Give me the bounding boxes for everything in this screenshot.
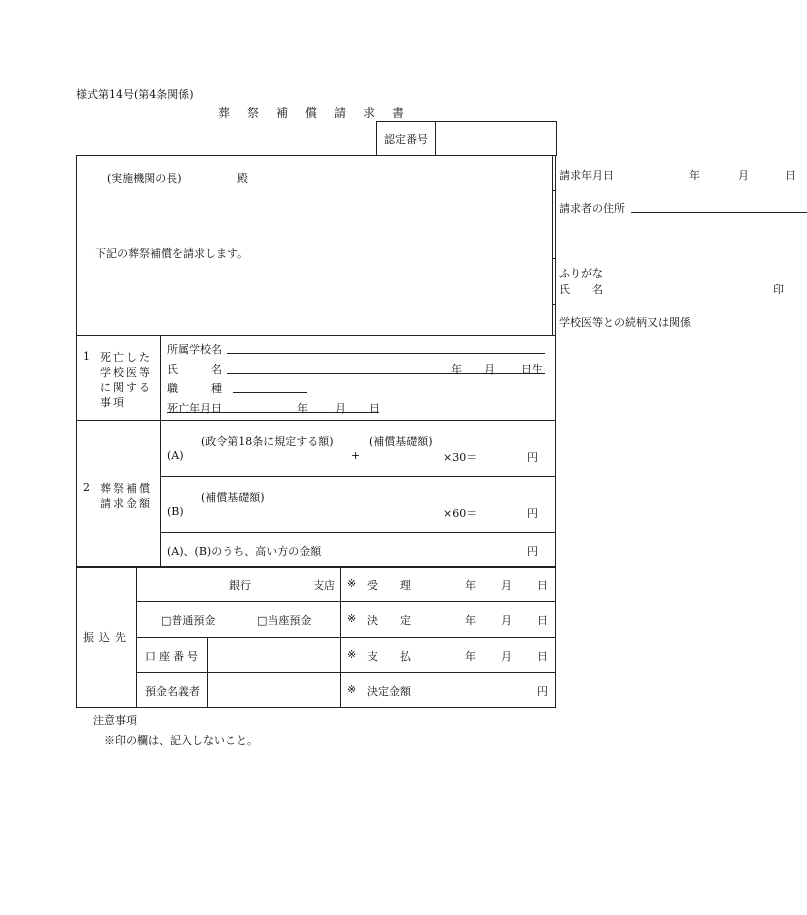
honorific: 殿	[237, 172, 248, 185]
section1-number: 1	[83, 350, 90, 363]
death-year-label: 年	[297, 402, 308, 415]
request-date-cell[interactable]	[553, 156, 796, 191]
payment-cell	[341, 637, 556, 672]
b-label: (B)	[167, 505, 184, 518]
account-holder-field[interactable]	[208, 672, 341, 707]
section2-title: 葬祭補償 請求金額	[100, 482, 152, 510]
bank-label-cell	[77, 567, 137, 708]
decision-year: 年	[465, 614, 476, 628]
deceased-name-line	[227, 361, 545, 374]
plus-sign: +	[351, 449, 361, 462]
school-line	[227, 341, 545, 354]
receipt-cell	[341, 567, 556, 602]
receipt-mark: ※	[347, 577, 357, 590]
notes-body: ※印の欄は、記入しないこと。	[104, 734, 258, 747]
receipt-day: 日	[537, 579, 548, 592]
month-label: 月	[738, 169, 749, 182]
a-note-base: (補償基礎額)	[369, 435, 433, 448]
death-date-line	[167, 400, 379, 413]
branch-suffix: 支店	[313, 579, 335, 592]
a-note-ordinance: (政令第18条に規定する額)	[201, 435, 334, 448]
decision-mark: ※	[347, 612, 357, 626]
relation-label: 学校医等との続柄又は関係	[559, 316, 691, 329]
name-label: 氏 名	[559, 283, 603, 296]
bank-transfer-table	[76, 566, 556, 708]
main-form-table	[76, 155, 796, 568]
amount-a-cell[interactable]	[161, 421, 556, 477]
title-char: 請	[334, 106, 347, 120]
decision-cell	[341, 602, 556, 637]
school-label: 所属学校名	[167, 343, 222, 356]
title-char: 葬	[218, 106, 231, 120]
a-label: (A)	[167, 449, 184, 462]
b-yen: 円	[527, 507, 538, 520]
request-date-label: 請求年月日	[559, 169, 614, 182]
bank-transfer-label: 振込先	[83, 631, 131, 644]
form-number: 様式第14号(第4条関係)	[76, 88, 194, 101]
account-number-field[interactable]	[208, 637, 341, 672]
death-day-label: 日	[369, 402, 380, 415]
b-multiplier: ×60＝	[443, 507, 478, 520]
addressee-label: (実施機関の長)	[107, 172, 182, 185]
occupation-line	[233, 380, 307, 393]
account-holder-label-cell	[137, 672, 208, 707]
death-month-label: 月	[335, 402, 346, 415]
title-char: 求	[363, 106, 376, 120]
receipt-label: 受 理	[367, 579, 411, 592]
occupation-label: 職 種	[167, 382, 222, 395]
address-line	[631, 200, 807, 213]
account-number-label: 口座番号	[145, 649, 201, 663]
form-title	[218, 104, 421, 121]
payment-day: 日	[537, 649, 548, 663]
seal-mark: 印	[773, 283, 784, 296]
title-char: 償	[305, 106, 318, 120]
decided-amount-label: 決定金額	[367, 684, 411, 698]
deposit-type-cell	[137, 602, 341, 637]
payment-label: 支 払	[367, 649, 411, 663]
certification-number-field[interactable]	[436, 122, 557, 156]
bank-suffix: 銀行	[229, 579, 251, 592]
amount-mark: ※	[347, 682, 357, 696]
section1-title-cell	[77, 336, 161, 421]
birth-year-label: 年	[451, 363, 462, 376]
deposit-ordinary-checkbox[interactable]: □普通預金	[161, 614, 216, 628]
deposit-current-checkbox[interactable]: □当座預金	[257, 614, 312, 628]
notes-title: 注意事項	[93, 714, 137, 727]
section2-title-cell	[77, 421, 161, 568]
section1-title: 死亡した 学校医等 に関する 事項	[100, 351, 152, 409]
b-note-base: (補償基礎額)	[201, 491, 265, 504]
decision-month: 月	[501, 614, 512, 628]
decided-amount-yen: 円	[537, 684, 548, 698]
higher-amount-yen: 円	[527, 545, 538, 558]
name-cell[interactable]	[553, 259, 784, 305]
higher-amount-label: (A)、(B)のうち、高い方の金額	[167, 545, 322, 558]
receipt-month: 月	[501, 579, 512, 592]
decision-day: 日	[537, 614, 548, 628]
decision-label: 決 定	[367, 614, 411, 628]
section1-details-cell[interactable]	[161, 336, 556, 421]
birth-day-label: 日生	[521, 363, 543, 376]
relation-cell[interactable]	[553, 305, 691, 336]
receipt-year: 年	[465, 579, 476, 592]
section2-number: 2	[83, 481, 90, 494]
account-number-label-cell	[137, 637, 208, 672]
birth-month-label: 月	[484, 363, 495, 376]
furigana-label: ふりがな	[559, 267, 603, 280]
title-char: 祭	[247, 106, 260, 120]
a-yen: 円	[527, 451, 538, 464]
payment-month: 月	[501, 649, 512, 663]
a-multiplier: ×30＝	[443, 451, 478, 464]
higher-amount-cell[interactable]	[161, 533, 556, 568]
title-char: 書	[392, 106, 405, 120]
request-statement: 下記の葬祭補償を請求します。	[95, 247, 249, 260]
deceased-name-label: 氏 名	[167, 363, 222, 376]
account-holder-label: 預金名義者	[145, 684, 200, 698]
day-label: 日	[785, 169, 796, 182]
bank-branch-cell[interactable]	[137, 567, 341, 602]
decided-amount-cell	[341, 672, 556, 707]
address-cell[interactable]	[553, 191, 625, 259]
death-date-label: 死亡年月日	[167, 402, 222, 415]
title-char: 補	[276, 106, 289, 120]
year-label: 年	[689, 169, 700, 182]
amount-b-cell[interactable]	[161, 477, 556, 533]
certification-number-label: 認定番号	[377, 122, 436, 156]
address-label: 請求者の住所	[559, 202, 625, 215]
certification-number-box	[376, 121, 557, 156]
payment-mark: ※	[347, 647, 357, 661]
addressee-cell	[77, 156, 553, 336]
payment-year: 年	[465, 649, 476, 663]
